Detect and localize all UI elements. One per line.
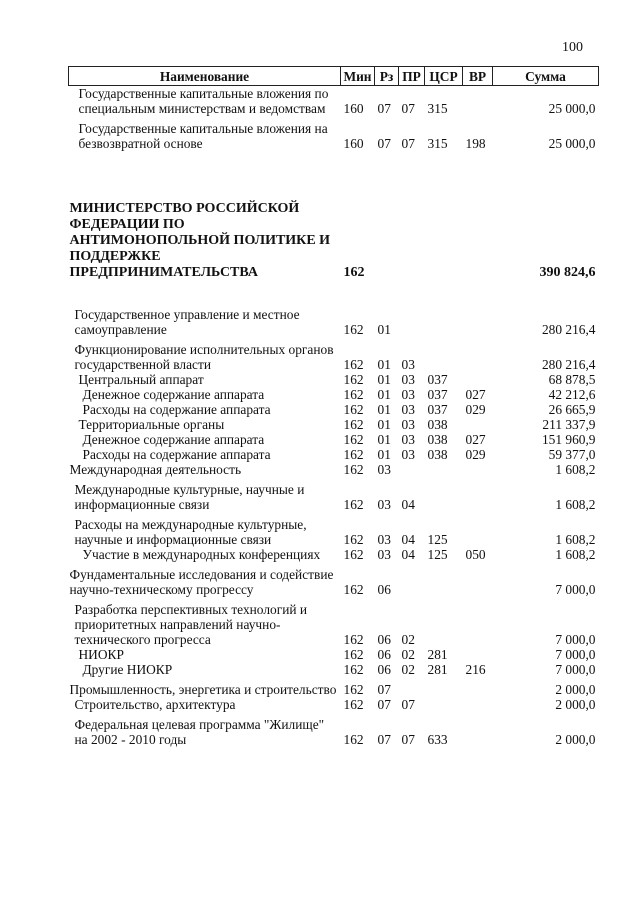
cell-min: 162 <box>343 497 364 512</box>
cell-rz: 06 <box>377 662 391 677</box>
cell-sum: 7 000,0 <box>555 582 596 597</box>
cell-sum: 2 000,0 <box>555 682 596 697</box>
cell-vr <box>463 712 493 747</box>
cell-name: Государственные капитальные вложения по специальным министерствам и ведомствам <box>78 86 329 116</box>
page-number: 100 <box>562 40 583 55</box>
cell-rz: 01 <box>377 372 391 387</box>
header-min: Мин <box>341 67 375 86</box>
cell-csr: 038 <box>427 417 448 432</box>
cell-name: Денежное содержание аппарата <box>82 432 265 447</box>
table-row <box>69 337 599 372</box>
cell-pr <box>399 281 425 337</box>
cell-rz: 07 <box>377 136 391 151</box>
table-row <box>69 281 599 337</box>
cell-csr <box>425 337 463 372</box>
table-header-row <box>69 67 599 86</box>
cell-min: 162 <box>343 357 364 372</box>
cell-vr <box>463 697 493 712</box>
cell-vr: 216 <box>465 662 486 677</box>
cell-name: Государственные капитальные вложения на безвозвратной основе <box>78 121 328 151</box>
cell-csr: 125 <box>427 532 448 547</box>
table-row <box>69 647 599 662</box>
cell-min: 162 <box>343 632 364 647</box>
cell-rz: 01 <box>377 387 391 402</box>
cell-sum: 25 000,0 <box>548 101 596 116</box>
cell-vr <box>463 151 493 281</box>
cell-vr: 027 <box>465 432 486 447</box>
cell-name: Международные культурные, научные и информационные связи <box>74 482 305 512</box>
cell-name: Строительство, архитектура <box>74 697 236 712</box>
cell-name: Фундаментальные исследования и содействие научно-техническому прогрессу <box>69 567 334 597</box>
cell-sum: 1 608,2 <box>555 497 596 512</box>
cell-min: 162 <box>343 682 364 697</box>
cell-pr: 04 <box>401 497 415 512</box>
cell-csr: 125 <box>427 547 448 562</box>
cell-pr: 03 <box>401 402 415 417</box>
cell-pr: 07 <box>401 101 415 116</box>
cell-csr: 037 <box>427 402 448 417</box>
cell-rz: 06 <box>377 647 391 662</box>
cell-pr: 03 <box>401 432 415 447</box>
cell-sum: 59 377,0 <box>548 447 596 462</box>
cell-pr: 03 <box>401 372 415 387</box>
cell-vr <box>463 512 493 547</box>
cell-sum: 151 960,9 <box>541 432 596 447</box>
table-row <box>69 597 599 647</box>
table-row <box>69 512 599 547</box>
cell-rz: 01 <box>377 432 391 447</box>
cell-min: 162 <box>343 417 364 432</box>
cell-min: 162 <box>343 432 364 447</box>
header-csr: ЦСР <box>425 67 463 86</box>
cell-sum: 1 608,2 <box>555 462 596 477</box>
cell-rz: 07 <box>377 682 391 697</box>
cell-min: 162 <box>343 582 364 597</box>
cell-min: 162 <box>343 462 364 477</box>
cell-sum: 7 000,0 <box>555 647 596 662</box>
cell-name: Денежное содержание аппарата <box>82 387 265 402</box>
cell-pr: 03 <box>401 417 415 432</box>
cell-rz: 01 <box>377 322 391 337</box>
cell-name: Федеральная целевая программа "Жилище" на 2002 - 2010 годы <box>74 717 325 747</box>
cell-min: 160 <box>343 101 364 116</box>
cell-sum: 211 337,9 <box>542 417 596 432</box>
table-row <box>69 387 599 402</box>
cell-pr: 04 <box>401 547 415 562</box>
cell-vr <box>463 562 493 597</box>
cell-pr: 03 <box>401 387 415 402</box>
cell-csr <box>425 562 463 597</box>
cell-name: Центральный аппарат <box>78 372 204 387</box>
cell-csr <box>425 151 463 281</box>
cell-vr <box>463 597 493 647</box>
cell-rz: 01 <box>377 402 391 417</box>
cell-csr <box>425 281 463 337</box>
cell-vr: 050 <box>465 547 486 562</box>
cell-vr <box>463 337 493 372</box>
table-row <box>69 447 599 462</box>
cell-sum: 7 000,0 <box>555 632 596 647</box>
cell-rz: 06 <box>377 582 391 597</box>
cell-sum: 2 000,0 <box>555 697 596 712</box>
table-row <box>69 417 599 432</box>
cell-csr: 038 <box>427 447 448 462</box>
cell-csr: 037 <box>427 387 448 402</box>
table-row <box>69 432 599 447</box>
cell-csr: 281 <box>427 647 448 662</box>
budget-table <box>68 66 599 747</box>
cell-pr: 04 <box>401 532 415 547</box>
cell-vr <box>463 477 493 512</box>
cell-vr <box>463 462 493 477</box>
header-rz: Рз <box>375 67 399 86</box>
cell-pr: 07 <box>401 697 415 712</box>
cell-name: Функционирование исполнительных органов государственной власти <box>74 342 334 372</box>
cell-rz: 07 <box>377 697 391 712</box>
cell-rz: 03 <box>377 497 391 512</box>
cell-min: 162 <box>343 387 364 402</box>
cell-name: НИОКР <box>78 647 124 662</box>
cell-csr <box>425 697 463 712</box>
cell-csr: 037 <box>427 372 448 387</box>
cell-rz: 01 <box>377 357 391 372</box>
cell-min: 162 <box>343 447 364 462</box>
cell-vr: 029 <box>465 402 486 417</box>
table-row <box>69 372 599 387</box>
table-row <box>69 86 599 117</box>
cell-pr <box>399 151 425 281</box>
cell-min: 162 <box>343 402 364 417</box>
cell-vr <box>463 417 493 432</box>
table-row <box>69 462 599 477</box>
cell-rz <box>375 151 399 281</box>
cell-vr <box>463 647 493 662</box>
cell-vr <box>463 281 493 337</box>
cell-csr: 281 <box>427 662 448 677</box>
cell-rz: 01 <box>377 447 391 462</box>
cell-csr: 633 <box>427 732 448 747</box>
cell-csr: 315 <box>427 136 448 151</box>
cell-csr <box>425 477 463 512</box>
cell-sum: 7 000,0 <box>555 662 596 677</box>
cell-vr <box>463 86 493 117</box>
header-name: Наименование <box>69 67 341 86</box>
table-row <box>69 562 599 597</box>
cell-min: 162 <box>343 732 364 747</box>
cell-csr: 038 <box>427 432 448 447</box>
table-row <box>69 151 599 281</box>
cell-min: 162 <box>343 372 364 387</box>
header-vr: ВР <box>463 67 493 86</box>
cell-rz: 01 <box>377 417 391 432</box>
cell-sum: 1 608,2 <box>555 547 596 562</box>
cell-vr: 198 <box>465 136 486 151</box>
cell-pr: 02 <box>401 662 415 677</box>
cell-name: Расходы на содержание аппарата <box>82 402 271 417</box>
cell-rz: 03 <box>377 462 391 477</box>
cell-vr <box>463 677 493 697</box>
cell-min: 162 <box>343 697 364 712</box>
cell-min: 162 <box>343 547 364 562</box>
cell-pr: 03 <box>401 357 415 372</box>
cell-sum: 2 000,0 <box>555 732 596 747</box>
cell-pr: 02 <box>401 632 415 647</box>
cell-sum: 68 878,5 <box>548 372 596 387</box>
table-row <box>69 662 599 677</box>
cell-csr <box>425 462 463 477</box>
cell-sum: 280 216,4 <box>541 322 596 337</box>
cell-min: 162 <box>343 322 364 337</box>
table-row <box>69 677 599 697</box>
cell-name: Промышленность, энергетика и строительство <box>69 682 337 697</box>
table-body <box>69 86 599 748</box>
cell-name: Разработка перспективных технологий и приоритетных направлений научно-технического прогресса <box>74 602 308 647</box>
cell-csr: 315 <box>427 101 448 116</box>
cell-vr <box>463 372 493 387</box>
cell-name: Участие в международных конференциях <box>82 547 321 562</box>
header-pr: ПР <box>399 67 425 86</box>
cell-name: Международная деятельность <box>69 462 242 477</box>
cell-min: 162 <box>343 532 364 547</box>
cell-rz: 07 <box>377 101 391 116</box>
cell-name: МИНИСТЕРСТВО РОССИЙСКОЙ ФЕДЕРАЦИИ ПО АНТИМОНОПОЛЬНОЙ ПОЛИТИКЕ И ПОДДЕРЖКЕ ПРЕДПРИНИМАТЕЛЬСТВА <box>69 201 331 280</box>
cell-name: Другие НИОКР <box>82 662 173 677</box>
table-row <box>69 402 599 417</box>
table-row <box>69 712 599 747</box>
cell-csr <box>425 677 463 697</box>
cell-rz: 06 <box>377 632 391 647</box>
cell-sum: 25 000,0 <box>548 136 596 151</box>
cell-sum: 42 212,6 <box>548 387 596 402</box>
cell-min: 160 <box>343 136 364 151</box>
table-row <box>69 547 599 562</box>
cell-rz: 07 <box>377 732 391 747</box>
header-sum: Сумма <box>493 67 599 86</box>
cell-name: Расходы на содержание аппарата <box>82 447 271 462</box>
cell-pr <box>399 462 425 477</box>
cell-name: Государственное управление и местное самоуправление <box>74 307 300 337</box>
cell-rz: 03 <box>377 547 391 562</box>
table-row <box>69 477 599 512</box>
cell-pr: 02 <box>401 647 415 662</box>
cell-pr: 07 <box>401 136 415 151</box>
cell-min: 162 <box>343 647 364 662</box>
cell-csr <box>425 597 463 647</box>
cell-name: Расходы на международные культурные, научные и информационные связи <box>74 517 307 547</box>
cell-vr: 027 <box>465 387 486 402</box>
table-row <box>69 116 599 151</box>
table-row <box>69 697 599 712</box>
cell-sum: 1 608,2 <box>555 532 596 547</box>
cell-sum: 390 824,6 <box>539 265 596 280</box>
cell-pr <box>399 677 425 697</box>
cell-pr <box>399 562 425 597</box>
cell-rz: 03 <box>377 532 391 547</box>
cell-pr: 03 <box>401 447 415 462</box>
cell-sum: 280 216,4 <box>541 357 596 372</box>
cell-sum: 26 665,9 <box>548 402 596 417</box>
cell-min: 162 <box>343 265 365 280</box>
cell-pr: 07 <box>401 732 415 747</box>
cell-vr: 029 <box>465 447 486 462</box>
cell-min: 162 <box>343 662 364 677</box>
cell-name: Территориальные органы <box>78 417 225 432</box>
